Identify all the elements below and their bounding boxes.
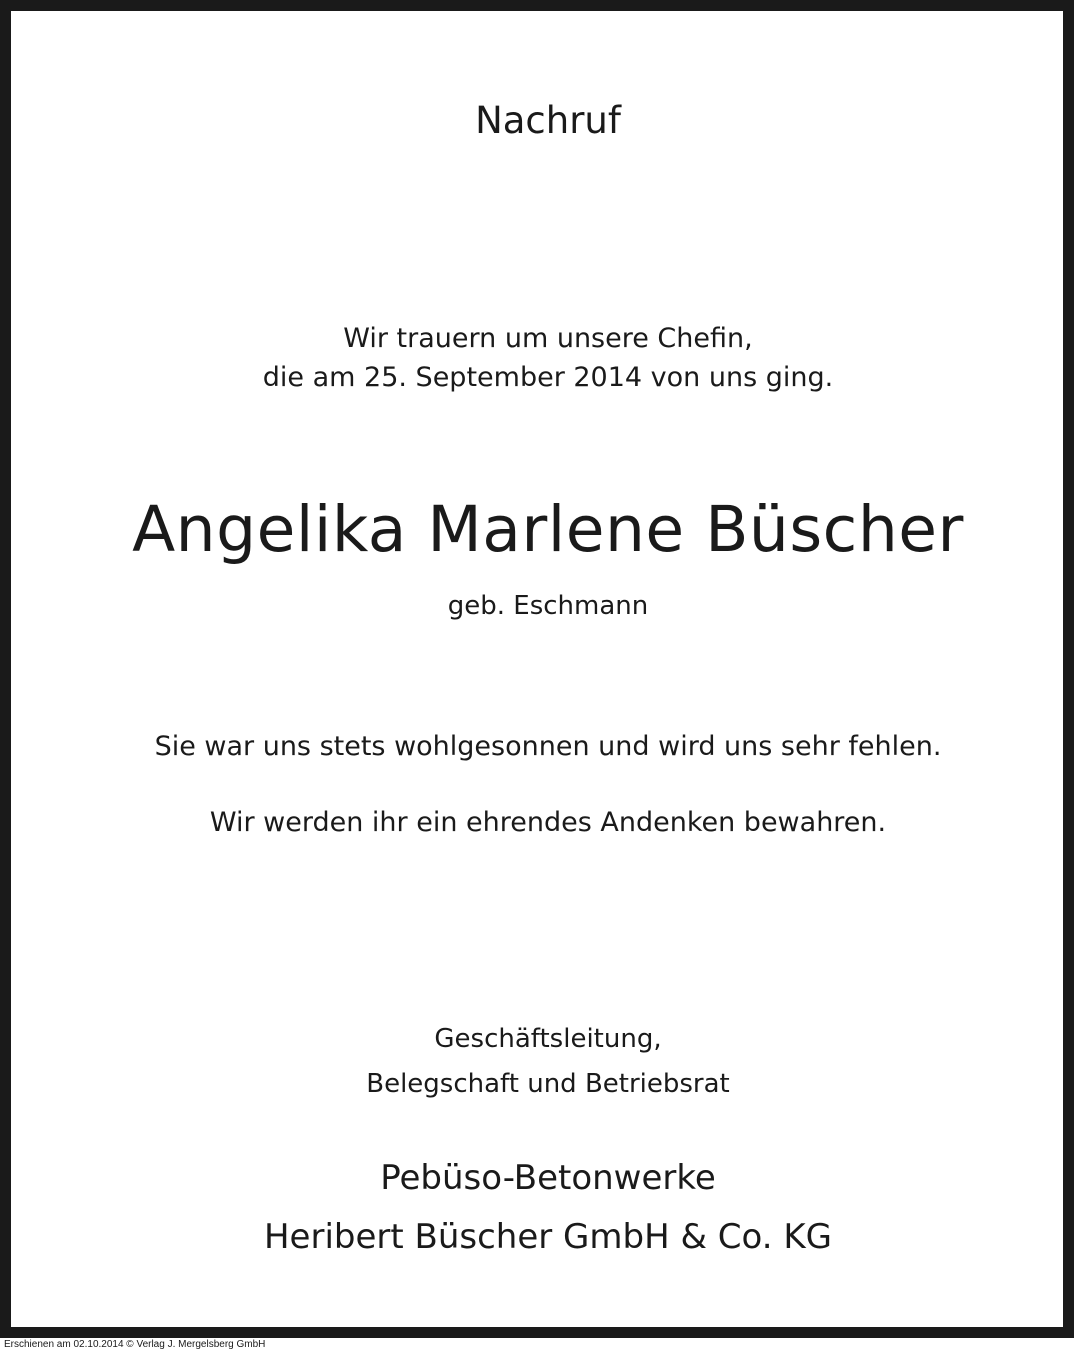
signatory-line-1: Geschäftsleitung, <box>434 1024 662 1054</box>
maiden-name: geb. Eschmann <box>447 591 649 621</box>
publication-note: Erschienen am 02.10.2014 © Verlag J. Mergelsberg GmbH <box>4 1339 266 1350</box>
intro-line-2: die am 25. September 2014 von uns ging. <box>262 362 834 393</box>
tribute-line-2: Wir werden ihr ein ehrendes Andenken bewahren. <box>209 807 887 838</box>
signatory-line-2: Belegschaft und Betriebsrat <box>366 1069 730 1099</box>
company-name-line-2: Heribert Büscher GmbH & Co. KG <box>263 1217 832 1257</box>
tribute-line-1: Sie war uns stets wohlgesonnen und wird uns sehr fehlen. <box>154 731 942 762</box>
deceased-name: Angelika Marlene Büscher <box>132 493 964 566</box>
company-name-line-1: Pebüso-Betonwerke <box>380 1158 716 1198</box>
intro-line-1: Wir trauern um unsere Chefin, <box>343 323 753 354</box>
notice-heading: Nachruf <box>475 99 621 142</box>
